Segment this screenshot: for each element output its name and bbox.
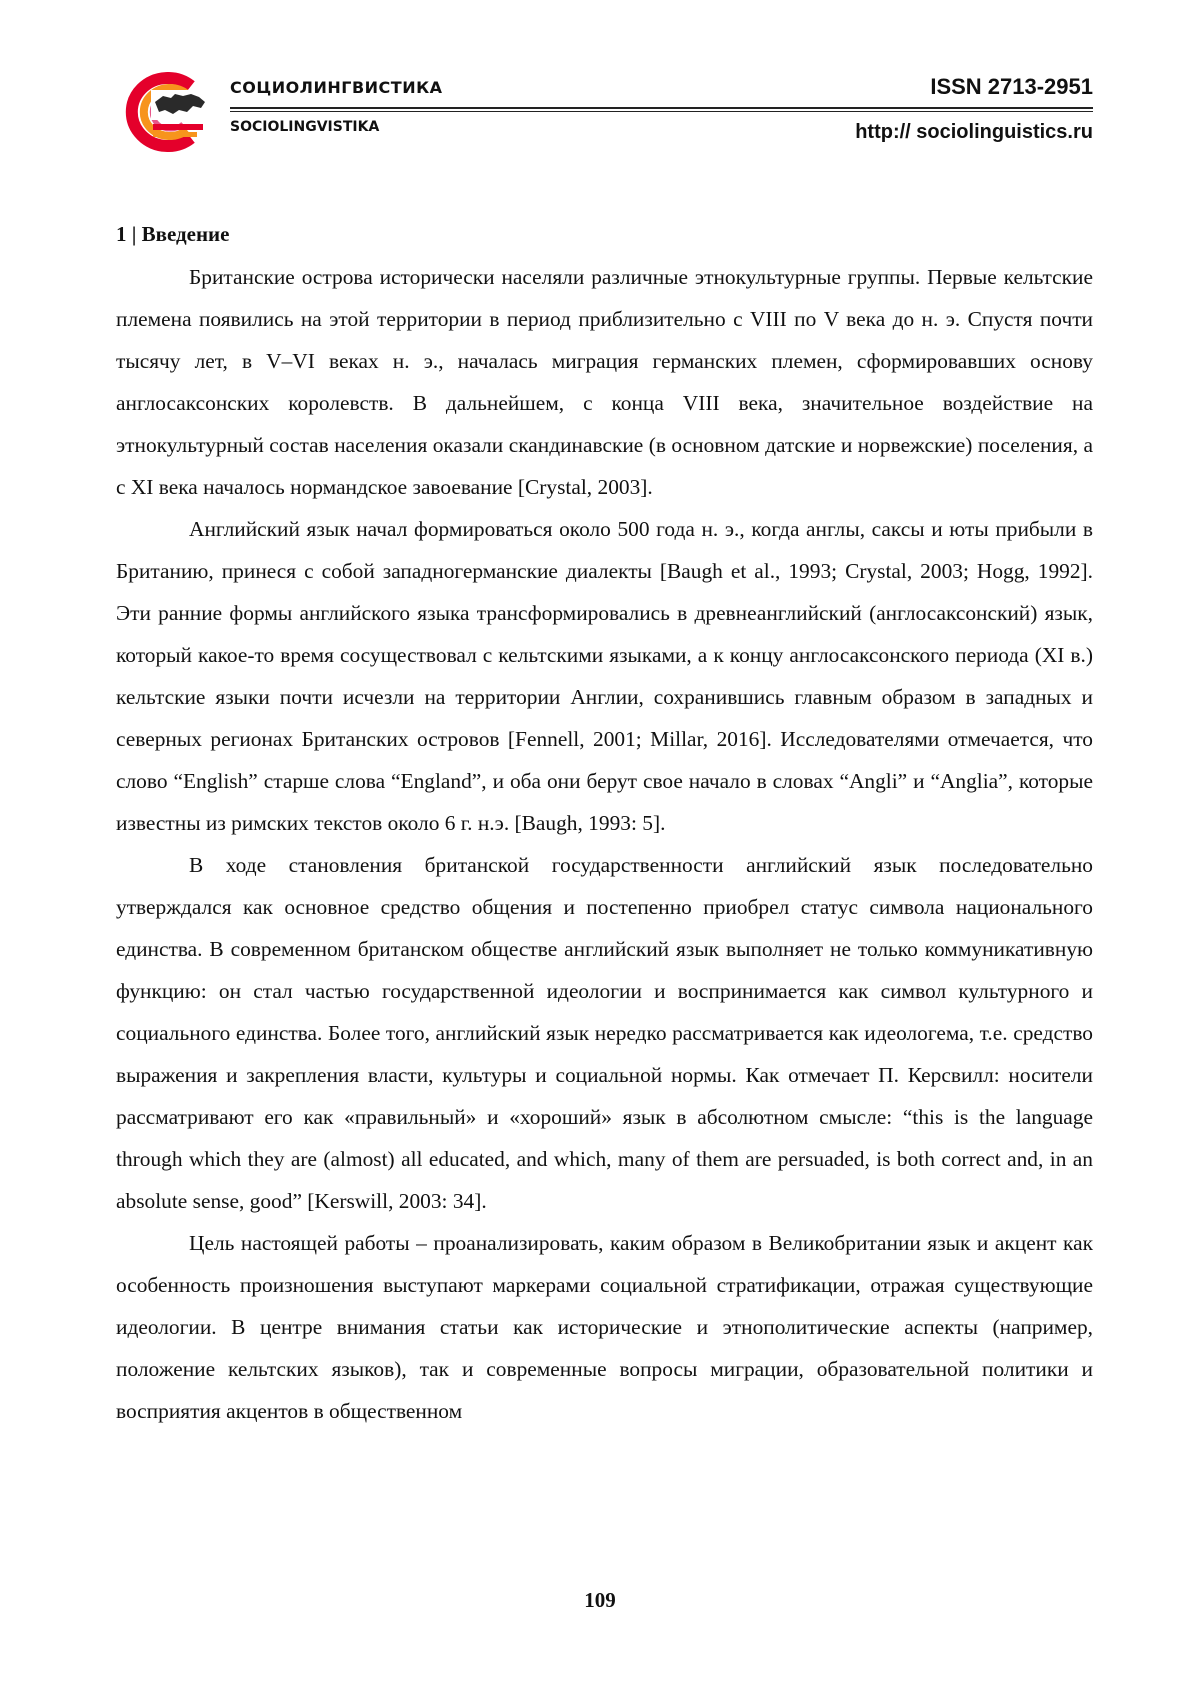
journal-logo-icon [113,72,213,152]
paragraph: Цель настоящей работы – проанализировать, каким образом в Великобритании язык и акцент как особенность произношения выступают маркерами социальной стратификации, отражая существующие идеологии. В центре внимания статьи как исторические и этнополитические аспекты (например, положение кельтских языков), так и современные вопросы миграции, образовательной политики и восприятия акцентов в общественном [116,1231,1093,1423]
journal-title-en: SOCIOLINGVISTIKA [230,119,380,135]
paragraph: В ходе становления британской государственности английский язык последовательно утверждался как основное средство общения и постепенно приобрел статус символа национального единства. В современном британском обществе английский язык выполняет не только коммуникативную функцию: он стал частью государственной идеологии и воспринимается как символ культурного и социального единства. Более того, английский язык нередко рассматривается как идеологема, т.е. средство выражения и закрепления власти, культуры и социальной нормы. Как отмечает П. Керсвилл: носители рассматривают его как «правильный» и «хороший» язык в абсолютном смысле: “this is the language through which they are (almost) all educated, and which, many of them are persuaded, is both correct and, in an absolute sense, good” [Kerswill, 2003: 34]. [116,853,1093,1213]
paragraph: Британские острова исторически населяли различные этнокультурные группы. Первые кельтские племена появились на этой территории в период приблизительно с VIII по V века до н. э. Спустя почти тысячу лет, в V–VI веках н. э., началась миграция германских племен, сформировавших основу англосаксонских королевств. В дальнейшем, с конца VIII века, значительное воздействие на этнокультурный состав населения оказали скандинавские (в основном датские и норвежские) поселения, а с XI века началось нормандское завоевание [Crystal, 2003]. [116,265,1093,499]
issn: ISSN 2713-2951 [930,74,1093,99]
section-heading: 1 | Введение [116,222,230,246]
journal-url[interactable]: http:// sociolinguistics.ru [855,121,1093,143]
header-rule-thin [230,111,1093,112]
header-rule [230,107,1093,109]
journal-title-ru: СОЦИОЛИНГВИСТИКА [230,78,443,97]
page-number: 109 [584,1588,616,1612]
paragraph: Английский язык начал формироваться около 500 года н. э., когда англы, саксы и юты прибыли в Британию, принеся с собой западногерманские диалекты [Baugh et al., 1993; Crystal, 2003; Hogg, 1992]. Эти ранние формы английского языка трансформировались в древнеанглийский (англосаксонский) язык, который какое-то время сосуществовал с кельтскими языками, а к концу англосаксонского периода (XI в.) кельтские языки почти исчезли на территории Англии, сохранившись главным образом в западных и северных регионах Британских островов [Fennell, 2001; Millar, 2016]. Исследователями отмечается, что слово “English” старше слова “England”, и оба они берут свое начало в словах “Angli” и “Anglia”, которые известны из римских текстов около 6 г. н.э. [Baugh, 1993: 5]. [116,517,1093,835]
article-body [116,218,1093,1432]
